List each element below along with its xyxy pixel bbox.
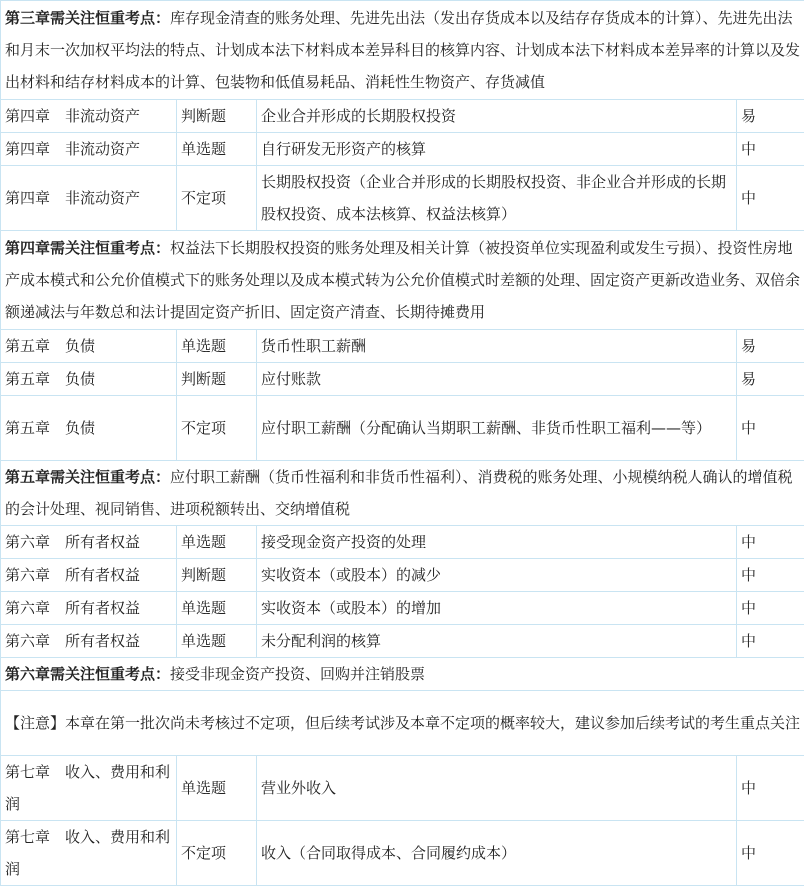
note-label: 第三章需关注恒重考点： bbox=[5, 9, 171, 27]
difficulty-cell: 中 bbox=[737, 396, 804, 461]
chapter-cell: 第五章 负债 bbox=[1, 330, 177, 363]
chapter-5-key-points bbox=[1, 461, 804, 526]
table-row bbox=[1, 166, 804, 231]
chapter-cell: 第六章 所有者权益 bbox=[1, 559, 177, 592]
topic-cell: 收入（合同取得成本、合同履约成本） bbox=[257, 821, 737, 886]
note-text: 本章在第一批次尚未考核过不定项，但后续考试涉及本章不定项的概率较大，建议参加后续考试的考生重点关注 bbox=[65, 714, 801, 732]
chapter-cell: 第五章 负债 bbox=[1, 363, 177, 396]
table-row bbox=[1, 625, 804, 658]
note-row bbox=[1, 1, 804, 100]
question-type-cell: 判断题 bbox=[177, 363, 257, 396]
table-row bbox=[1, 396, 804, 461]
topic-cell: 自行研发无形资产的核算 bbox=[257, 133, 737, 166]
difficulty-cell: 易 bbox=[737, 363, 804, 396]
table-row bbox=[1, 100, 804, 133]
chapter-cell: 第四章 非流动资产 bbox=[1, 133, 177, 166]
table-row bbox=[1, 526, 804, 559]
chapter-cell: 第四章 非流动资产 bbox=[1, 166, 177, 231]
question-type-cell: 不定项 bbox=[177, 821, 257, 886]
note-row bbox=[1, 231, 804, 330]
difficulty-cell: 中 bbox=[737, 133, 804, 166]
note-row bbox=[1, 461, 804, 526]
topic-cell: 企业合并形成的长期股权投资 bbox=[257, 100, 737, 133]
question-type-cell: 单选题 bbox=[177, 330, 257, 363]
note-text: 应付职工薪酬（货币性福利和非货币性福利）、消费税的账务处理、小规模纳税人确认的增值税的会计处理、视同销售、进项税额转出、交纳增值税 bbox=[5, 468, 793, 518]
note-label: 第六章需关注恒重考点： bbox=[5, 665, 171, 683]
question-type-cell: 判断题 bbox=[177, 100, 257, 133]
difficulty-cell: 中 bbox=[737, 526, 804, 559]
question-type-cell: 单选题 bbox=[177, 526, 257, 559]
note-label: 【注意】 bbox=[5, 714, 66, 732]
topic-cell: 实收资本（或股本）的减少 bbox=[257, 559, 737, 592]
chapter-6-attention-note bbox=[1, 691, 804, 756]
difficulty-cell: 中 bbox=[737, 756, 804, 821]
question-type-cell: 单选题 bbox=[177, 592, 257, 625]
note-text: 权益法下长期股权投资的账务处理及相关计算（被投资单位实现盈利或发生亏损）、投资性房地产成本模式和公允价值模式下的账务处理以及成本模式转为公允价值模式时差额的处理、固定资产更新改造业务、双倍余额递减法与年数总和法计提固定资产折旧、固定资产清查、长期待摊费用 bbox=[5, 239, 801, 321]
chapter-3-key-points bbox=[1, 1, 804, 100]
difficulty-cell: 中 bbox=[737, 592, 804, 625]
chapter-cell: 第六章 所有者权益 bbox=[1, 592, 177, 625]
table-row bbox=[1, 133, 804, 166]
note-row bbox=[1, 691, 804, 756]
topic-cell: 营业外收入 bbox=[257, 756, 737, 821]
topic-cell: 实收资本（或股本）的增加 bbox=[257, 592, 737, 625]
note-row bbox=[1, 658, 804, 691]
difficulty-cell: 中 bbox=[737, 821, 804, 886]
difficulty-cell: 中 bbox=[737, 166, 804, 231]
table-row bbox=[1, 592, 804, 625]
chapter-cell: 第七章 收入、费用和利润 bbox=[1, 821, 177, 886]
chapter-cell: 第六章 所有者权益 bbox=[1, 625, 177, 658]
chapter-6-key-points bbox=[1, 658, 804, 691]
table-row bbox=[1, 363, 804, 396]
difficulty-cell: 中 bbox=[737, 625, 804, 658]
table-row bbox=[1, 330, 804, 363]
question-type-cell: 单选题 bbox=[177, 625, 257, 658]
chapter-cell: 第六章 所有者权益 bbox=[1, 526, 177, 559]
topic-cell: 接受现金资产投资的处理 bbox=[257, 526, 737, 559]
chapter-cell: 第四章 非流动资产 bbox=[1, 100, 177, 133]
chapter-4-key-points bbox=[1, 231, 804, 330]
table-row bbox=[1, 756, 804, 821]
question-type-cell: 单选题 bbox=[177, 133, 257, 166]
topic-cell: 长期股权投资（企业合并形成的长期股权投资、非企业合并形成的长期股权投资、成本法核算、权益法核算） bbox=[257, 166, 737, 231]
topic-cell: 货币性职工薪酬 bbox=[257, 330, 737, 363]
topic-cell: 应付职工薪酬（分配确认当期职工薪酬、非货币性职工福利——等） bbox=[257, 396, 737, 461]
topic-cell: 未分配利润的核算 bbox=[257, 625, 737, 658]
table-row bbox=[1, 821, 804, 886]
note-text: 库存现金清查的账务处理、先进先出法（发出存货成本以及结存存货成本的计算）、先进先出法和月末一次加权平均法的特点、计划成本法下材料成本差异科目的核算内容、计划成本法下材料成本差异率的计算以及发出材料和结存材料成本的计算、包装物和低值易耗品、消耗性生物资产、存货减值 bbox=[5, 9, 801, 91]
note-label: 第五章需关注恒重考点： bbox=[5, 468, 171, 486]
question-type-cell: 不定项 bbox=[177, 396, 257, 461]
note-label: 第四章需关注恒重考点： bbox=[5, 239, 171, 257]
difficulty-cell: 易 bbox=[737, 330, 804, 363]
question-type-cell: 单选题 bbox=[177, 756, 257, 821]
question-type-cell: 不定项 bbox=[177, 166, 257, 231]
note-text: 接受非现金资产投资、回购并注销股票 bbox=[170, 665, 426, 683]
question-type-cell: 判断题 bbox=[177, 559, 257, 592]
table-row bbox=[1, 559, 804, 592]
difficulty-cell: 中 bbox=[737, 559, 804, 592]
topic-cell: 应付账款 bbox=[257, 363, 737, 396]
difficulty-cell: 易 bbox=[737, 100, 804, 133]
chapter-cell: 第五章 负债 bbox=[1, 396, 177, 461]
chapter-cell: 第七章 收入、费用和利润 bbox=[1, 756, 177, 821]
